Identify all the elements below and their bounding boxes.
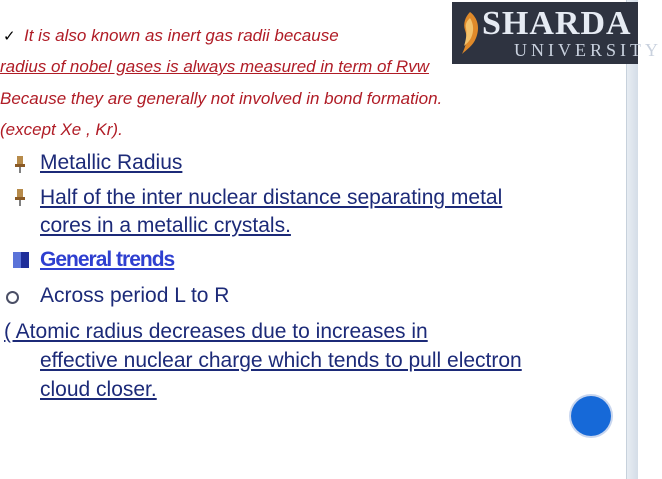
pushpin-bullet-icon (13, 187, 31, 207)
general-trends-heading: General trends (40, 248, 175, 271)
across-period-line: Across period L to R (40, 284, 230, 307)
checkmark-icon: ✓ (3, 28, 16, 45)
decorative-blue-circle (571, 396, 611, 436)
slide-edge-decoration (626, 0, 638, 479)
circle-bullet-icon (6, 291, 19, 304)
pushpin-bullet-icon (13, 154, 31, 174)
explanation-line-2: effective nuclear charge which tends to pull electron (40, 349, 522, 372)
sharda-university-logo (452, 2, 662, 64)
square-bullet-icon (13, 252, 29, 268)
explanation-line-1: ( Atomic radius decreases due to increases in (4, 320, 428, 343)
intro-line-1: It is also known as inert gas radii because (24, 26, 339, 45)
intro-line-2: radius of nobel gases is always measured in term of Rvw (0, 57, 429, 76)
definition-line-1: Half of the inter nuclear distance separating metal (40, 186, 503, 209)
explanation-line-3: cloud closer. (40, 378, 157, 401)
logo-emblem-icon (456, 8, 484, 56)
slide-edge-line (626, 0, 627, 479)
logo-name: SHARDA (482, 5, 632, 42)
intro-line-3: Because they are generally not involved in bond formation. (0, 89, 443, 108)
metallic-radius-heading: Metallic Radius (40, 151, 183, 174)
definition-line-2: cores in a metallic crystals. (40, 214, 291, 237)
logo-subtitle: UNIVERSITY (514, 40, 662, 60)
intro-line-4: (except Xe , Kr). (0, 120, 123, 139)
